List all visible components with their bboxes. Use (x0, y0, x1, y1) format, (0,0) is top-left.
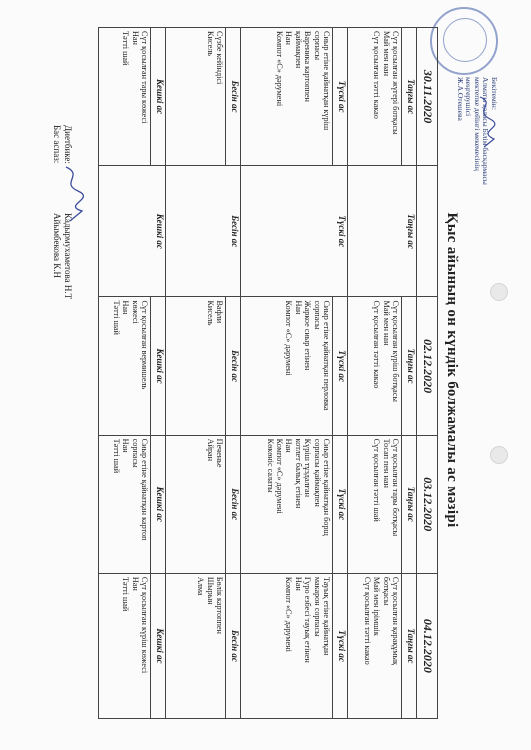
dish: Сүт қосылған күріш ботқасы (391, 300, 400, 402)
dish: сорпасы (312, 31, 322, 60)
menu-cell (99, 435, 151, 573)
dish: Сүт қосылған күріш көжесі (140, 576, 149, 674)
dish: Май мен нан (381, 31, 391, 76)
dish: Сүт қосылған қарақұмық (391, 576, 400, 666)
menu-cell (99, 297, 151, 435)
date-header: 03.12.2020 (417, 435, 438, 573)
dish: Компот «С» дәрумені (284, 576, 294, 652)
dish: Тәтті шай (121, 576, 131, 612)
meal-label: Бесін ас (226, 573, 241, 718)
meal-label: Таңғы ас (402, 573, 417, 718)
dish: Нан (121, 300, 131, 315)
approval-line: мектепке дейінгі мекемесінің (472, 77, 482, 171)
meal-label: Кешкі ас (151, 435, 166, 573)
meal-label: Таңғы ас (348, 166, 417, 297)
dish: Тәтті шай (121, 31, 131, 66)
menu-cell (348, 573, 402, 718)
menu-table (98, 27, 438, 719)
menu-cell (241, 435, 333, 573)
menu-cell (166, 435, 226, 573)
dish: Нан (284, 438, 294, 453)
meal-label: Бесін ас (226, 28, 241, 166)
dish: Май мен ірімшік (372, 576, 382, 636)
meal-label: Кешкі ас (151, 573, 166, 718)
meal-label: Түскі ас (333, 297, 348, 435)
meal-label: Бесін ас (166, 166, 241, 297)
menu-cell (241, 573, 333, 718)
dish: Нан (121, 438, 131, 453)
meal-label: Таңғы ас (402, 28, 417, 166)
dish: Нан (130, 31, 140, 45)
dish: Сүт қосылған тәтті шай (372, 438, 382, 522)
breakfast-label-row (402, 28, 417, 719)
menu-cell (348, 297, 402, 435)
meal-label: Түскі ас (333, 435, 348, 573)
menu-cell (166, 297, 226, 435)
dish: Сүт қосылған тәтті какао (372, 300, 382, 389)
date-header: 04.12.2020 (417, 573, 438, 718)
dish: Гуро езбесі тауық етінен (303, 576, 313, 663)
dish: Компот «С» дәрумені (284, 300, 294, 376)
dish: Күріш тұздалған (303, 438, 313, 498)
dish: Нан (293, 300, 303, 315)
dish: қаймақпен (293, 31, 303, 69)
dish: Тәтті шай (111, 438, 121, 474)
dish: Компот «С» дәрумені (274, 438, 284, 514)
meal-label: Түскі ас (241, 166, 348, 297)
page-title: Қыс айының он күндік болжамалы ас мәзірі (444, 212, 460, 528)
signer-label: Бас аспаз: (52, 125, 63, 164)
date-header-row (417, 28, 438, 719)
dish: Тосап пен нан (381, 438, 391, 488)
dish: Печенье (215, 438, 224, 468)
menu-cell (99, 573, 151, 718)
rotated-document (26, 15, 516, 725)
dish: Вафли (215, 300, 224, 324)
dish: Нан (284, 31, 294, 45)
approval-line: Алматы қаласы Білім басқармасы (481, 77, 491, 185)
meal-label: Бесін ас (226, 297, 241, 435)
lunch-row (241, 28, 333, 719)
signer-label: Диетбике: (63, 125, 73, 164)
dish: Компот «С» дәрумені (274, 31, 284, 107)
dish: Вареника картоппен (303, 31, 313, 102)
dish: Кисель (205, 300, 215, 326)
dish: Сүт қосылған тары көжесі (140, 31, 149, 124)
snack-row (166, 28, 226, 719)
dish: Тәтті шай (111, 300, 121, 335)
meal-label: Түскі ас (333, 28, 348, 166)
signer-name: Кадырмухаметова Н.Т (63, 213, 73, 300)
dish: Сүт қосылған жүгері ботқасы (391, 31, 400, 135)
dish: Нан (130, 576, 140, 591)
approval-line: Ж.А.Отешева (455, 77, 465, 121)
dinner-row (99, 28, 151, 719)
dish: котлет балық етінен (293, 438, 303, 509)
dish: Шырын (205, 576, 215, 605)
menu-cell (241, 297, 333, 435)
handwritten-signature (472, 95, 498, 149)
dish: Бөлік картоппен (215, 576, 224, 634)
dish: ботқасы (381, 576, 391, 606)
meal-label: Түскі ас (333, 573, 348, 718)
dish: сорпасы (312, 300, 322, 330)
dish: Кисель (205, 31, 215, 57)
dish: Сүт қосылған тары ботқасы (391, 438, 400, 537)
dish: Май мен нан (381, 300, 391, 346)
date-header (417, 166, 438, 297)
dish: Сүт қосылған тәтті какао (362, 576, 372, 665)
dish: сорпасы (130, 438, 140, 468)
handwritten-signature (58, 165, 88, 225)
dish: Жаркое сиыр етінен (303, 300, 313, 371)
date-header: 30.11.2020 (417, 28, 438, 166)
menu-cell (348, 28, 402, 166)
dish: Нан (293, 576, 303, 591)
dish: Сүзбе кейіндісі (215, 31, 224, 85)
dish: Сиыр етіне қайнатқан перловка (322, 300, 331, 411)
snack-label-row (226, 28, 241, 719)
dish: көжесі (130, 300, 140, 324)
dish: Сиыр етіне қайнатқан борщ (322, 438, 331, 536)
date-header: 02.12.2020 (417, 297, 438, 435)
dish: Айран (205, 438, 215, 462)
signer-name: Айымбекова К.Н (52, 213, 63, 279)
approval-line: Бекітемін: (490, 77, 499, 110)
dinner-label-row (151, 28, 166, 719)
meal-label: Кешкі ас (151, 297, 166, 435)
dish: Тауық етіне қайнатқан (322, 576, 331, 656)
breakfast-row (348, 28, 402, 719)
menu-cell (166, 573, 226, 718)
approval-line: меңгерушісі (464, 77, 474, 117)
dish: Сүт қосылған вермишель (140, 300, 149, 390)
dish: Сиыр етіне қайнатқан картоп (140, 438, 149, 541)
meal-label: Кешкі ас (99, 166, 166, 297)
dish: сорпасы қаймақпен (312, 438, 322, 507)
meal-label: Бесін ас (226, 435, 241, 573)
dish: Алма (196, 576, 206, 596)
dish: макарон сорпасы (312, 576, 322, 637)
menu-cell (99, 28, 151, 166)
stamp-seal (430, 7, 498, 75)
meal-label: Таңғы ас (402, 297, 417, 435)
menu-cell (166, 28, 226, 166)
dish: Сиыр етіне қайнатқан күріш (322, 31, 331, 131)
meal-label: Кешкі ас (151, 28, 166, 166)
dish: Сүт қосылған тәтті какао (372, 31, 382, 119)
lunch-label-row (333, 28, 348, 719)
menu-cell (241, 28, 333, 166)
meal-label: Таңғы ас (402, 435, 417, 573)
dish: Көкөніс салаты (265, 438, 275, 493)
menu-cell (348, 435, 402, 573)
